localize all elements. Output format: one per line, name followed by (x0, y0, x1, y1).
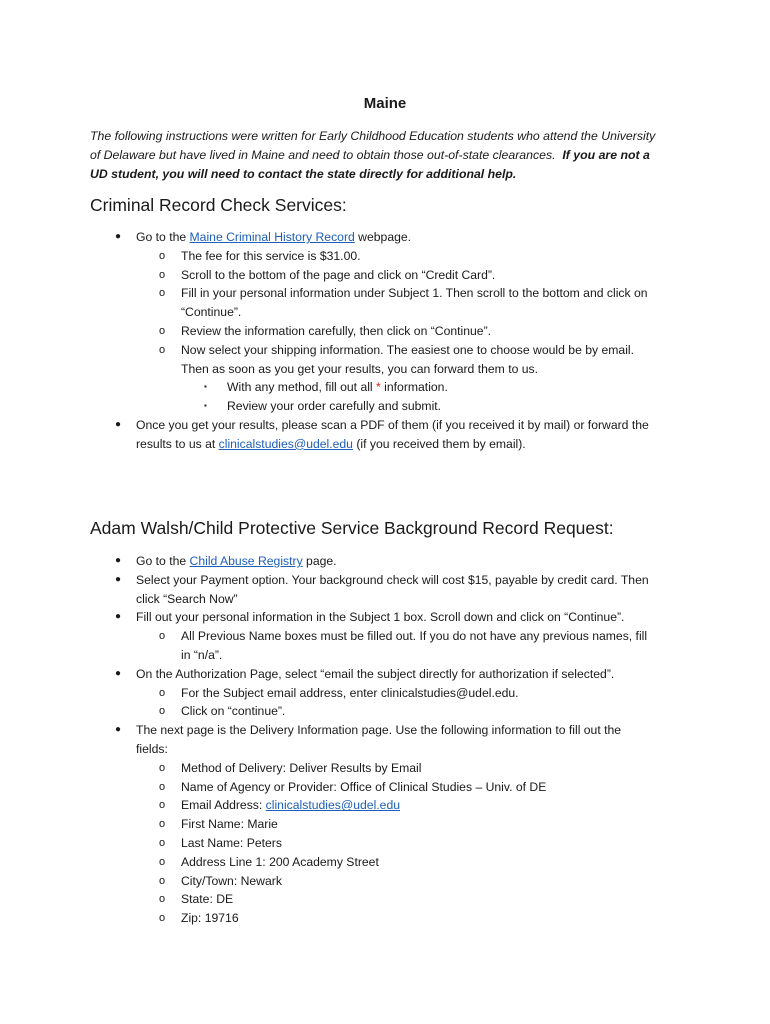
maine-criminal-history-link[interactable]: Maine Criminal History Record (189, 230, 355, 244)
list-item: ▪ Review your order carefully and submit. (90, 397, 690, 416)
list-item: ● Go to the Child Abuse Registry page. (90, 552, 690, 571)
list-item: o First Name: Marie (90, 815, 690, 834)
list-item: o Scroll to the bottom of the page and click on “Credit Card”. (90, 266, 690, 285)
list-item: o Now select your shipping information. The easiest one to choose would be by email. (90, 341, 690, 360)
child-abuse-registry-link[interactable]: Child Abuse Registry (189, 554, 303, 568)
list-item-continuation: click “Search Now” (136, 591, 238, 606)
list-item: ● The next page is the Delivery Information page. Use the following information to fill out the (90, 721, 690, 740)
list-item-continuation: fields: (136, 741, 168, 756)
circle-bullet-icon: o (159, 799, 166, 812)
clinical-studies-email-link[interactable]: clinicalstudies@udel.edu (218, 436, 353, 451)
intro-line: of Delaware but have lived in Maine and need to obtain those out-of-state clearances. If you are not a (90, 148, 650, 162)
list-item-continuation: results to us at clinicalstudies@udel.edu (if you received them by email). (136, 436, 526, 451)
intro-bold: UD student, you will need to contact the state directly for additional help. (90, 167, 517, 181)
list-item: ● Once you get your results, please scan a PDF of them (if you received it by mail) or forward the (90, 416, 690, 435)
list-item: o All Previous Name boxes must be filled out. If you do not have any previous names, fill (90, 627, 690, 646)
list-item: o City/Town: Newark (90, 872, 690, 891)
square-bullet-icon: ▪ (204, 401, 207, 411)
list-item: o State: DE (90, 890, 690, 909)
intro-line (90, 165, 690, 184)
circle-bullet-icon: o (159, 780, 166, 793)
bullet-icon: ● (115, 555, 122, 566)
list-item: o Zip: 19716 (90, 909, 690, 928)
circle-bullet-icon: o (159, 874, 166, 887)
bullet-icon: ● (115, 611, 122, 623)
circle-bullet-icon: o (159, 249, 166, 262)
page-title: Maine (363, 95, 407, 112)
required-asterisk: * (376, 380, 381, 395)
list-item: ● Select your Payment option. Your background check will cost $15, payable by credit card. Then (90, 571, 690, 590)
list-item-continuation: in “n/a”. (181, 647, 223, 662)
circle-bullet-icon: o (159, 343, 166, 356)
intro-paragraph (90, 127, 690, 184)
circle-bullet-icon: o (159, 912, 166, 925)
list-item-continuation: Then as soon as you get your results, you can forward them to us. (181, 361, 539, 376)
adam-walsh-steps (90, 552, 690, 928)
circle-bullet-icon: o (159, 818, 166, 831)
list-item: ● On the Authorization Page, select “email the subject directly for authorization if selected”. (90, 665, 690, 684)
list-item-continuation: “Continue”. (181, 305, 242, 320)
list-item: o For the Subject email address, enter clinicalstudies@udel.edu. (90, 684, 690, 703)
circle-bullet-icon: o (159, 630, 166, 643)
list-item: ▪ With any method, fill out all * information. (90, 378, 690, 397)
section-heading-criminal-record: Criminal Record Check Services: (90, 195, 347, 215)
circle-bullet-icon: o (159, 761, 166, 774)
circle-bullet-icon: o (159, 855, 166, 868)
list-item: o Fill in your personal information under Subject 1. Then scroll to the bottom and click on (90, 284, 690, 303)
circle-bullet-icon: o (159, 836, 166, 849)
bullet-icon: ● (115, 724, 122, 736)
bullet-icon: ● (115, 667, 122, 679)
square-bullet-icon: ▪ (204, 382, 207, 392)
delivery-email-link[interactable]: clinicalstudies@udel.edu (265, 798, 400, 813)
circle-bullet-icon: o (159, 705, 166, 718)
bullet-icon: ● (115, 418, 122, 430)
list-item: o Email Address: clinicalstudies@udel.edu (90, 796, 690, 815)
intro-line: The following instructions were written for Early Childhood Education students who attend the University (90, 129, 656, 143)
circle-bullet-icon: o (159, 268, 166, 281)
bullet-icon: ● (115, 231, 122, 242)
section-heading-adam-walsh: Adam Walsh/Child Protective Service Background Record Request: (90, 518, 614, 538)
list-item: o Click on “continue”. (90, 702, 690, 721)
circle-bullet-icon: o (159, 893, 166, 906)
list-item: ● Go to the Maine Criminal History Record webpage. (90, 228, 690, 247)
list-item: o Last Name: Peters (90, 834, 690, 853)
circle-bullet-icon: o (159, 287, 166, 300)
list-item: o Name of Agency or Provider: Office of Clinical Studies – Univ. of DE (90, 778, 690, 797)
list-item: ● Fill out your personal information in the Subject 1 box. Scroll down and click on “Continue”. (90, 608, 690, 627)
intro-bold: If you are not a (562, 148, 650, 162)
list-item: o Address Line 1: 200 Academy Street (90, 853, 690, 872)
circle-bullet-icon: o (159, 686, 166, 699)
bullet-icon: ● (115, 573, 122, 585)
criminal-record-steps (90, 228, 690, 454)
list-item: o Method of Delivery: Deliver Results by Email (90, 759, 690, 778)
list-item: o Review the information carefully, then click on “Continue”. (90, 322, 690, 341)
list-item: o The fee for this service is $31.00. (90, 247, 690, 266)
circle-bullet-icon: o (159, 324, 166, 337)
